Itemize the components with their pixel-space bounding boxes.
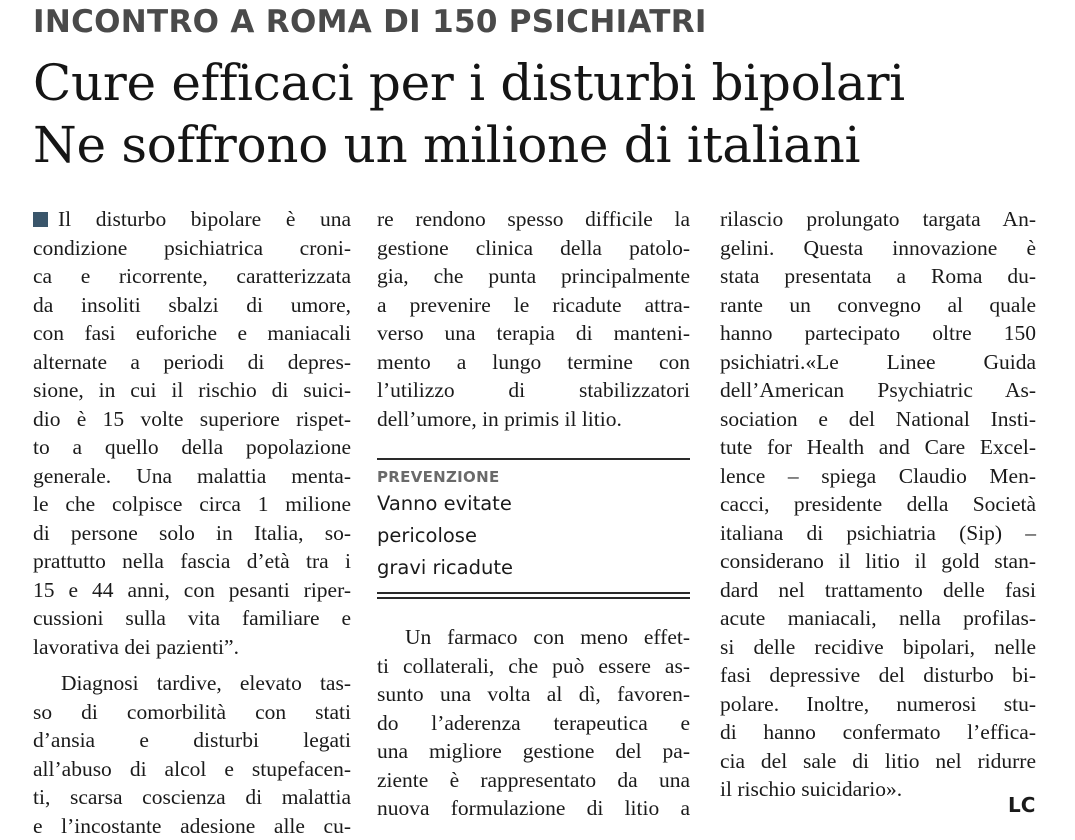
article-line: stata presentata a Roma du-: [720, 262, 1036, 291]
article-line: sione, in cui il rischio di suici-: [33, 376, 351, 405]
article-line: to a quello della popolazione: [33, 433, 351, 462]
box-divider: [377, 592, 690, 599]
article-line: cacci, presidente della Società: [720, 490, 1036, 519]
author-signature: LC: [1008, 793, 1035, 817]
article-line: nuova formulazione di litio a: [377, 794, 690, 823]
headline: [33, 52, 1063, 176]
article-line: e l’incostante adesione alle cu-: [33, 812, 351, 840]
article-line: verso una terapia di manteni-: [377, 319, 690, 348]
article-line: hanno partecipato oltre 150: [720, 319, 1036, 348]
article-line: cussioni sulla vita familiare e: [33, 604, 351, 633]
article-line: fasi depressive del disturbo bi-: [720, 661, 1036, 690]
article-line: ziente è rappresentato da una: [377, 766, 690, 795]
headline-line-2: Ne soffrono un milione di italiani: [33, 114, 1063, 176]
article-line: ti collaterali, che può essere as-: [377, 652, 690, 681]
article-line: le che colpisce circa 1 milione: [33, 490, 351, 519]
article-line: acute maniacali, nella profilas-: [720, 604, 1036, 633]
article-line: alternate a periodi di depres-: [33, 348, 351, 377]
article-line: 15 e 44 anni, con pesanti riper-: [33, 576, 351, 605]
kicker: INCONTRO A ROMA DI 150 PSICHIATRI: [33, 2, 707, 42]
article-line: italiana di psichiatria (Sip) –: [720, 519, 1036, 548]
article-column-1: [33, 205, 351, 840]
article-line: polare. Inoltre, numerosi stu-: [720, 690, 1036, 719]
article-line: rilascio prolungato targata An-: [720, 205, 1036, 234]
article-column-2: [377, 205, 690, 433]
highlight-box: [377, 458, 690, 599]
article-line: d’ansia e disturbi legati: [33, 726, 351, 755]
article-line: il rischio suicidario».: [720, 775, 1036, 804]
article-line: rante un convegno al quale: [720, 291, 1036, 320]
article-line: sociation e del National Insti-: [720, 405, 1036, 434]
article-line: ca e ricorrente, caratterizzata: [33, 262, 351, 291]
article-line: da insoliti sbalzi di umore,: [33, 291, 351, 320]
article-line: cia del sale di litio nel ridurre: [720, 747, 1036, 776]
article-line: condizione psichiatrica croni-: [33, 234, 351, 263]
article-line: di persone solo in Italia, so-: [33, 519, 351, 548]
article-line: lavorativa dei pazienti”.: [33, 633, 351, 662]
article-line: gestione clinica della patolo-: [377, 234, 690, 263]
article-line: all’abuso di alcol e stupefacen-: [33, 755, 351, 784]
article-line: a prevenire le ricadute attra-: [377, 291, 690, 320]
article-line: sunto una volta al dì, favoren-: [377, 680, 690, 709]
article-column-2-continued: [377, 623, 690, 823]
article-line: re rendono spesso difficile la: [377, 205, 690, 234]
article-line: dard nel trattamento delle fasi: [720, 576, 1036, 605]
article-line: lence – spiega Claudio Men-: [720, 462, 1036, 491]
article-line: tute for Health and Care Excel-: [720, 433, 1036, 462]
box-label: PREVENZIONE: [377, 468, 690, 486]
box-line: pericolose: [377, 520, 690, 552]
article-line: so di comorbilità con stati: [33, 698, 351, 727]
article-line: dell’umore, in primis il litio.: [377, 405, 690, 434]
article-line: psichiatri.«Le Linee Guida: [720, 348, 1036, 377]
article-column-3: [720, 205, 1036, 804]
article-line: Il disturbo bipolare è una: [33, 205, 351, 234]
article-line: ti, scarsa coscienza di malattia: [33, 783, 351, 812]
article-line: gia, che punta principalmente: [377, 262, 690, 291]
article-line: dio è 15 volte superiore rispet-: [33, 405, 351, 434]
box-line: gravi ricadute: [377, 552, 690, 584]
article-line: Un farmaco con meno effet-: [377, 623, 690, 652]
article-line: Diagnosi tardive, elevato tas-: [33, 669, 351, 698]
box-line: Vanno evitate: [377, 488, 690, 520]
article-line: prattutto nella fascia d’età tra i: [33, 547, 351, 576]
box-text: [377, 488, 690, 584]
article-line: si delle recidive bipolari, nelle: [720, 633, 1036, 662]
article-line: di hanno confermato l’effica-: [720, 718, 1036, 747]
article-line: con fasi euforiche e maniacali: [33, 319, 351, 348]
article-line: considerano il litio il gold stan-: [720, 547, 1036, 576]
section-square-icon: [33, 212, 48, 227]
article-line: una migliore gestione del pa-: [377, 737, 690, 766]
article-line: l’utilizzo di stabilizzatori: [377, 376, 690, 405]
article-line: gelini. Questa innovazione è: [720, 234, 1036, 263]
article-line: do l’aderenza terapeutica e: [377, 709, 690, 738]
article-line: dell’American Psychiatric As-: [720, 376, 1036, 405]
article-line: mento a lungo termine con: [377, 348, 690, 377]
article-line: generale. Una malattia menta-: [33, 462, 351, 491]
headline-line-1: Cure efficaci per i disturbi bipolari: [33, 52, 1063, 114]
